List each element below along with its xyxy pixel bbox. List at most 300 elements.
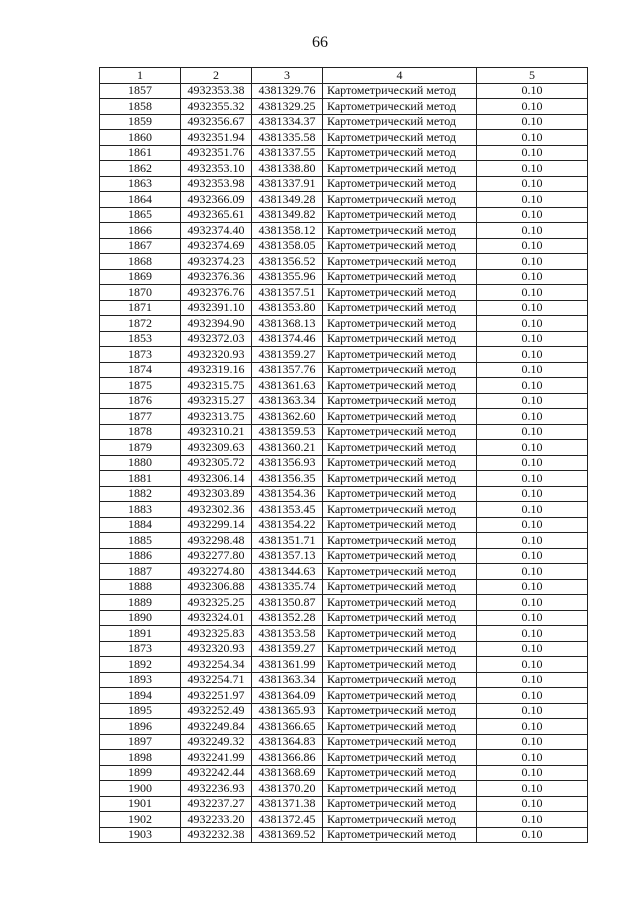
y-coordinate-cell: 4381358.12 bbox=[252, 223, 323, 239]
accuracy-cell: 0.10 bbox=[477, 533, 588, 549]
point-number-cell: 1859 bbox=[100, 114, 181, 130]
y-coordinate-cell: 4381356.93 bbox=[252, 455, 323, 471]
accuracy-cell: 0.10 bbox=[477, 316, 588, 332]
method-cell: Картометрический метод bbox=[323, 238, 477, 254]
y-coordinate-cell: 4381360.21 bbox=[252, 440, 323, 456]
point-number-cell: 1887 bbox=[100, 564, 181, 580]
accuracy-cell: 0.10 bbox=[477, 812, 588, 828]
table-row bbox=[100, 548, 588, 564]
point-number-cell: 1861 bbox=[100, 145, 181, 161]
y-coordinate-cell: 4381361.99 bbox=[252, 657, 323, 673]
method-cell: Картометрический метод bbox=[323, 626, 477, 642]
y-coordinate-cell: 4381363.34 bbox=[252, 393, 323, 409]
accuracy-cell: 0.10 bbox=[477, 502, 588, 518]
point-number-cell: 1894 bbox=[100, 688, 181, 704]
method-cell: Картометрический метод bbox=[323, 424, 477, 440]
x-coordinate-cell: 4932302.36 bbox=[181, 502, 252, 518]
header-col-4: 4 bbox=[323, 68, 477, 84]
point-number-cell: 1893 bbox=[100, 672, 181, 688]
accuracy-cell: 0.10 bbox=[477, 207, 588, 223]
y-coordinate-cell: 4381362.60 bbox=[252, 409, 323, 425]
table-row bbox=[100, 316, 588, 332]
y-coordinate-cell: 4381337.91 bbox=[252, 176, 323, 192]
point-number-cell: 1876 bbox=[100, 393, 181, 409]
x-coordinate-cell: 4932356.67 bbox=[181, 114, 252, 130]
method-cell: Картометрический метод bbox=[323, 657, 477, 673]
accuracy-cell: 0.10 bbox=[477, 83, 588, 99]
method-cell: Картометрический метод bbox=[323, 409, 477, 425]
accuracy-cell: 0.10 bbox=[477, 285, 588, 301]
accuracy-cell: 0.10 bbox=[477, 269, 588, 285]
x-coordinate-cell: 4932391.10 bbox=[181, 300, 252, 316]
accuracy-cell: 0.10 bbox=[477, 595, 588, 611]
x-coordinate-cell: 4932374.40 bbox=[181, 223, 252, 239]
accuracy-cell: 0.10 bbox=[477, 331, 588, 347]
point-number-cell: 1898 bbox=[100, 750, 181, 766]
method-cell: Картометрический метод bbox=[323, 254, 477, 270]
method-cell: Картометрический метод bbox=[323, 672, 477, 688]
point-number-cell: 1865 bbox=[100, 207, 181, 223]
table-row bbox=[100, 765, 588, 781]
y-coordinate-cell: 4381366.65 bbox=[252, 719, 323, 735]
table-row bbox=[100, 471, 588, 487]
x-coordinate-cell: 4932320.93 bbox=[181, 347, 252, 363]
method-cell: Картометрический метод bbox=[323, 812, 477, 828]
point-number-cell: 1862 bbox=[100, 161, 181, 177]
x-coordinate-cell: 4932242.44 bbox=[181, 765, 252, 781]
x-coordinate-cell: 4932241.99 bbox=[181, 750, 252, 766]
header-col-1: 1 bbox=[100, 68, 181, 84]
y-coordinate-cell: 4381344.63 bbox=[252, 564, 323, 580]
accuracy-cell: 0.10 bbox=[477, 378, 588, 394]
accuracy-cell: 0.10 bbox=[477, 238, 588, 254]
y-coordinate-cell: 4381350.87 bbox=[252, 595, 323, 611]
accuracy-cell: 0.10 bbox=[477, 393, 588, 409]
point-number-cell: 1897 bbox=[100, 734, 181, 750]
x-coordinate-cell: 4932353.10 bbox=[181, 161, 252, 177]
table-row bbox=[100, 502, 588, 518]
y-coordinate-cell: 4381354.36 bbox=[252, 486, 323, 502]
method-cell: Картометрический метод bbox=[323, 750, 477, 766]
table-row bbox=[100, 223, 588, 239]
point-number-cell: 1863 bbox=[100, 176, 181, 192]
accuracy-cell: 0.10 bbox=[477, 347, 588, 363]
accuracy-cell: 0.10 bbox=[477, 145, 588, 161]
method-cell: Картометрический метод bbox=[323, 719, 477, 735]
accuracy-cell: 0.10 bbox=[477, 486, 588, 502]
method-cell: Картометрический метод bbox=[323, 393, 477, 409]
method-cell: Картометрический метод bbox=[323, 471, 477, 487]
method-cell: Картометрический метод bbox=[323, 300, 477, 316]
x-coordinate-cell: 4932236.93 bbox=[181, 781, 252, 797]
y-coordinate-cell: 4381354.22 bbox=[252, 517, 323, 533]
table-row bbox=[100, 254, 588, 270]
point-number-cell: 1873 bbox=[100, 641, 181, 657]
point-number-cell: 1873 bbox=[100, 347, 181, 363]
accuracy-cell: 0.10 bbox=[477, 161, 588, 177]
method-cell: Картометрический метод bbox=[323, 130, 477, 146]
method-cell: Картометрический метод bbox=[323, 827, 477, 843]
x-coordinate-cell: 4932351.94 bbox=[181, 130, 252, 146]
y-coordinate-cell: 4381349.28 bbox=[252, 192, 323, 208]
y-coordinate-cell: 4381356.35 bbox=[252, 471, 323, 487]
method-cell: Картометрический метод bbox=[323, 765, 477, 781]
x-coordinate-cell: 4932249.84 bbox=[181, 719, 252, 735]
x-coordinate-cell: 4932237.27 bbox=[181, 796, 252, 812]
y-coordinate-cell: 4381356.52 bbox=[252, 254, 323, 270]
table-row bbox=[100, 595, 588, 611]
table-row bbox=[100, 424, 588, 440]
table-row bbox=[100, 781, 588, 797]
x-coordinate-cell: 4932254.34 bbox=[181, 657, 252, 673]
point-number-cell: 1860 bbox=[100, 130, 181, 146]
y-coordinate-cell: 4381357.51 bbox=[252, 285, 323, 301]
y-coordinate-cell: 4381371.38 bbox=[252, 796, 323, 812]
x-coordinate-cell: 4932374.69 bbox=[181, 238, 252, 254]
point-number-cell: 1880 bbox=[100, 455, 181, 471]
x-coordinate-cell: 4932305.72 bbox=[181, 455, 252, 471]
table-row bbox=[100, 378, 588, 394]
header-row bbox=[100, 68, 588, 84]
y-coordinate-cell: 4381335.58 bbox=[252, 130, 323, 146]
x-coordinate-cell: 4932298.48 bbox=[181, 533, 252, 549]
method-cell: Картометрический метод bbox=[323, 362, 477, 378]
table-row bbox=[100, 192, 588, 208]
y-coordinate-cell: 4381365.93 bbox=[252, 703, 323, 719]
point-number-cell: 1881 bbox=[100, 471, 181, 487]
accuracy-cell: 0.10 bbox=[477, 223, 588, 239]
table-row bbox=[100, 486, 588, 502]
y-coordinate-cell: 4381352.28 bbox=[252, 610, 323, 626]
x-coordinate-cell: 4932319.16 bbox=[181, 362, 252, 378]
table-row bbox=[100, 362, 588, 378]
method-cell: Картометрический метод bbox=[323, 331, 477, 347]
table-row bbox=[100, 657, 588, 673]
table-row bbox=[100, 409, 588, 425]
point-number-cell: 1900 bbox=[100, 781, 181, 797]
table-row bbox=[100, 827, 588, 843]
x-coordinate-cell: 4932233.20 bbox=[181, 812, 252, 828]
header-col-3: 3 bbox=[252, 68, 323, 84]
point-number-cell: 1864 bbox=[100, 192, 181, 208]
accuracy-cell: 0.10 bbox=[477, 409, 588, 425]
table-row bbox=[100, 145, 588, 161]
accuracy-cell: 0.10 bbox=[477, 114, 588, 130]
method-cell: Картометрический метод bbox=[323, 641, 477, 657]
y-coordinate-cell: 4381368.13 bbox=[252, 316, 323, 332]
point-number-cell: 1889 bbox=[100, 595, 181, 611]
y-coordinate-cell: 4381361.63 bbox=[252, 378, 323, 394]
accuracy-cell: 0.10 bbox=[477, 796, 588, 812]
y-coordinate-cell: 4381359.27 bbox=[252, 641, 323, 657]
table-row bbox=[100, 517, 588, 533]
table-row bbox=[100, 688, 588, 704]
method-cell: Картометрический метод bbox=[323, 316, 477, 332]
table-row bbox=[100, 347, 588, 363]
accuracy-cell: 0.10 bbox=[477, 517, 588, 533]
accuracy-cell: 0.10 bbox=[477, 300, 588, 316]
table-row bbox=[100, 331, 588, 347]
table-row bbox=[100, 176, 588, 192]
table-row bbox=[100, 641, 588, 657]
point-number-cell: 1858 bbox=[100, 99, 181, 115]
accuracy-cell: 0.10 bbox=[477, 99, 588, 115]
table-row bbox=[100, 703, 588, 719]
method-cell: Картометрический метод bbox=[323, 83, 477, 99]
point-number-cell: 1891 bbox=[100, 626, 181, 642]
point-number-cell: 1866 bbox=[100, 223, 181, 239]
point-number-cell: 1899 bbox=[100, 765, 181, 781]
table-row bbox=[100, 285, 588, 301]
table-row bbox=[100, 440, 588, 456]
x-coordinate-cell: 4932303.89 bbox=[181, 486, 252, 502]
y-coordinate-cell: 4381351.71 bbox=[252, 533, 323, 549]
method-cell: Картометрический метод bbox=[323, 161, 477, 177]
method-cell: Картометрический метод bbox=[323, 192, 477, 208]
method-cell: Картометрический метод bbox=[323, 703, 477, 719]
method-cell: Картометрический метод bbox=[323, 99, 477, 115]
accuracy-cell: 0.10 bbox=[477, 362, 588, 378]
x-coordinate-cell: 4932306.14 bbox=[181, 471, 252, 487]
x-coordinate-cell: 4932309.63 bbox=[181, 440, 252, 456]
x-coordinate-cell: 4932254.71 bbox=[181, 672, 252, 688]
table-row bbox=[100, 161, 588, 177]
y-coordinate-cell: 4381353.80 bbox=[252, 300, 323, 316]
method-cell: Картометрический метод bbox=[323, 269, 477, 285]
accuracy-cell: 0.10 bbox=[477, 765, 588, 781]
table-row bbox=[100, 734, 588, 750]
method-cell: Картометрический метод bbox=[323, 781, 477, 797]
x-coordinate-cell: 4932313.75 bbox=[181, 409, 252, 425]
point-number-cell: 1875 bbox=[100, 378, 181, 394]
point-number-cell: 1886 bbox=[100, 548, 181, 564]
point-number-cell: 1872 bbox=[100, 316, 181, 332]
y-coordinate-cell: 4381335.74 bbox=[252, 579, 323, 595]
accuracy-cell: 0.10 bbox=[477, 471, 588, 487]
table-body bbox=[100, 83, 588, 843]
accuracy-cell: 0.10 bbox=[477, 781, 588, 797]
y-coordinate-cell: 4381329.76 bbox=[252, 83, 323, 99]
method-cell: Картометрический метод bbox=[323, 517, 477, 533]
table-row bbox=[100, 83, 588, 99]
table-row bbox=[100, 812, 588, 828]
x-coordinate-cell: 4932374.23 bbox=[181, 254, 252, 270]
y-coordinate-cell: 4381357.13 bbox=[252, 548, 323, 564]
point-number-cell: 1870 bbox=[100, 285, 181, 301]
point-number-cell: 1874 bbox=[100, 362, 181, 378]
x-coordinate-cell: 4932376.76 bbox=[181, 285, 252, 301]
y-coordinate-cell: 4381374.46 bbox=[252, 331, 323, 347]
accuracy-cell: 0.10 bbox=[477, 750, 588, 766]
x-coordinate-cell: 4932251.97 bbox=[181, 688, 252, 704]
point-number-cell: 1877 bbox=[100, 409, 181, 425]
x-coordinate-cell: 4932274.80 bbox=[181, 564, 252, 580]
coordinates-table bbox=[99, 67, 588, 843]
y-coordinate-cell: 4381355.96 bbox=[252, 269, 323, 285]
x-coordinate-cell: 4932320.93 bbox=[181, 641, 252, 657]
accuracy-cell: 0.10 bbox=[477, 703, 588, 719]
table-row bbox=[100, 99, 588, 115]
accuracy-cell: 0.10 bbox=[477, 440, 588, 456]
table-row bbox=[100, 579, 588, 595]
point-number-cell: 1878 bbox=[100, 424, 181, 440]
method-cell: Картометрический метод bbox=[323, 440, 477, 456]
table-row bbox=[100, 207, 588, 223]
y-coordinate-cell: 4381364.83 bbox=[252, 734, 323, 750]
point-number-cell: 1885 bbox=[100, 533, 181, 549]
page-number: 66 bbox=[312, 34, 328, 51]
table-row bbox=[100, 610, 588, 626]
method-cell: Картометрический метод bbox=[323, 610, 477, 626]
point-number-cell: 1884 bbox=[100, 517, 181, 533]
accuracy-cell: 0.10 bbox=[477, 688, 588, 704]
accuracy-cell: 0.10 bbox=[477, 130, 588, 146]
accuracy-cell: 0.10 bbox=[477, 455, 588, 471]
method-cell: Картометрический метод bbox=[323, 378, 477, 394]
y-coordinate-cell: 4381349.82 bbox=[252, 207, 323, 223]
x-coordinate-cell: 4932366.09 bbox=[181, 192, 252, 208]
method-cell: Картометрический метод bbox=[323, 223, 477, 239]
method-cell: Картометрический метод bbox=[323, 486, 477, 502]
point-number-cell: 1896 bbox=[100, 719, 181, 735]
y-coordinate-cell: 4381363.34 bbox=[252, 672, 323, 688]
accuracy-cell: 0.10 bbox=[477, 254, 588, 270]
method-cell: Картометрический метод bbox=[323, 688, 477, 704]
y-coordinate-cell: 4381358.05 bbox=[252, 238, 323, 254]
table-row bbox=[100, 300, 588, 316]
y-coordinate-cell: 4381359.53 bbox=[252, 424, 323, 440]
y-coordinate-cell: 4381334.37 bbox=[252, 114, 323, 130]
accuracy-cell: 0.10 bbox=[477, 579, 588, 595]
method-cell: Картометрический метод bbox=[323, 207, 477, 223]
point-number-cell: 1879 bbox=[100, 440, 181, 456]
method-cell: Картометрический метод bbox=[323, 502, 477, 518]
accuracy-cell: 0.10 bbox=[477, 192, 588, 208]
y-coordinate-cell: 4381366.86 bbox=[252, 750, 323, 766]
table-row bbox=[100, 130, 588, 146]
point-number-cell: 1901 bbox=[100, 796, 181, 812]
method-cell: Картометрический метод bbox=[323, 595, 477, 611]
point-number-cell: 1857 bbox=[100, 83, 181, 99]
table-row bbox=[100, 114, 588, 130]
x-coordinate-cell: 4932252.49 bbox=[181, 703, 252, 719]
point-number-cell: 1902 bbox=[100, 812, 181, 828]
point-number-cell: 1892 bbox=[100, 657, 181, 673]
method-cell: Картометрический метод bbox=[323, 455, 477, 471]
point-number-cell: 1868 bbox=[100, 254, 181, 270]
method-cell: Картометрический метод bbox=[323, 564, 477, 580]
header-col-2: 2 bbox=[181, 68, 252, 84]
point-number-cell: 1871 bbox=[100, 300, 181, 316]
point-number-cell: 1888 bbox=[100, 579, 181, 595]
accuracy-cell: 0.10 bbox=[477, 626, 588, 642]
y-coordinate-cell: 4381368.69 bbox=[252, 765, 323, 781]
point-number-cell: 1883 bbox=[100, 502, 181, 518]
point-number-cell: 1869 bbox=[100, 269, 181, 285]
accuracy-cell: 0.10 bbox=[477, 564, 588, 580]
x-coordinate-cell: 4932249.32 bbox=[181, 734, 252, 750]
accuracy-cell: 0.10 bbox=[477, 734, 588, 750]
x-coordinate-cell: 4932277.80 bbox=[181, 548, 252, 564]
y-coordinate-cell: 4381364.09 bbox=[252, 688, 323, 704]
method-cell: Картометрический метод bbox=[323, 796, 477, 812]
x-coordinate-cell: 4932353.38 bbox=[181, 83, 252, 99]
method-cell: Картометрический метод bbox=[323, 285, 477, 301]
x-coordinate-cell: 4932394.90 bbox=[181, 316, 252, 332]
point-number-cell: 1890 bbox=[100, 610, 181, 626]
x-coordinate-cell: 4932372.03 bbox=[181, 331, 252, 347]
x-coordinate-cell: 4932355.32 bbox=[181, 99, 252, 115]
accuracy-cell: 0.10 bbox=[477, 641, 588, 657]
x-coordinate-cell: 4932315.27 bbox=[181, 393, 252, 409]
method-cell: Картометрический метод bbox=[323, 347, 477, 363]
accuracy-cell: 0.10 bbox=[477, 176, 588, 192]
accuracy-cell: 0.10 bbox=[477, 672, 588, 688]
y-coordinate-cell: 4381353.45 bbox=[252, 502, 323, 518]
table-header bbox=[100, 68, 588, 84]
point-number-cell: 1903 bbox=[100, 827, 181, 843]
point-number-cell: 1867 bbox=[100, 238, 181, 254]
table-row bbox=[100, 719, 588, 735]
x-coordinate-cell: 4932351.76 bbox=[181, 145, 252, 161]
method-cell: Картометрический метод bbox=[323, 548, 477, 564]
accuracy-cell: 0.10 bbox=[477, 548, 588, 564]
accuracy-cell: 0.10 bbox=[477, 424, 588, 440]
table-row bbox=[100, 393, 588, 409]
table-row bbox=[100, 672, 588, 688]
x-coordinate-cell: 4932306.88 bbox=[181, 579, 252, 595]
x-coordinate-cell: 4932310.21 bbox=[181, 424, 252, 440]
y-coordinate-cell: 4381337.55 bbox=[252, 145, 323, 161]
accuracy-cell: 0.10 bbox=[477, 719, 588, 735]
table-row bbox=[100, 796, 588, 812]
point-number-cell: 1853 bbox=[100, 331, 181, 347]
x-coordinate-cell: 4932376.36 bbox=[181, 269, 252, 285]
point-number-cell: 1882 bbox=[100, 486, 181, 502]
method-cell: Картометрический метод bbox=[323, 579, 477, 595]
table-row bbox=[100, 564, 588, 580]
x-coordinate-cell: 4932325.25 bbox=[181, 595, 252, 611]
x-coordinate-cell: 4932232.38 bbox=[181, 827, 252, 843]
y-coordinate-cell: 4381370.20 bbox=[252, 781, 323, 797]
method-cell: Картометрический метод bbox=[323, 145, 477, 161]
point-number-cell: 1895 bbox=[100, 703, 181, 719]
y-coordinate-cell: 4381338.80 bbox=[252, 161, 323, 177]
y-coordinate-cell: 4381359.27 bbox=[252, 347, 323, 363]
method-cell: Картометрический метод bbox=[323, 533, 477, 549]
x-coordinate-cell: 4932315.75 bbox=[181, 378, 252, 394]
table-row bbox=[100, 750, 588, 766]
header-col-5: 5 bbox=[477, 68, 588, 84]
table-row bbox=[100, 626, 588, 642]
x-coordinate-cell: 4932299.14 bbox=[181, 517, 252, 533]
table-row bbox=[100, 269, 588, 285]
y-coordinate-cell: 4381372.45 bbox=[252, 812, 323, 828]
x-coordinate-cell: 4932324.01 bbox=[181, 610, 252, 626]
table-row bbox=[100, 455, 588, 471]
method-cell: Картометрический метод bbox=[323, 114, 477, 130]
table-row bbox=[100, 533, 588, 549]
y-coordinate-cell: 4381357.76 bbox=[252, 362, 323, 378]
x-coordinate-cell: 4932325.83 bbox=[181, 626, 252, 642]
x-coordinate-cell: 4932353.98 bbox=[181, 176, 252, 192]
x-coordinate-cell: 4932365.61 bbox=[181, 207, 252, 223]
accuracy-cell: 0.10 bbox=[477, 827, 588, 843]
table-row bbox=[100, 238, 588, 254]
y-coordinate-cell: 4381329.25 bbox=[252, 99, 323, 115]
accuracy-cell: 0.10 bbox=[477, 610, 588, 626]
method-cell: Картометрический метод bbox=[323, 734, 477, 750]
